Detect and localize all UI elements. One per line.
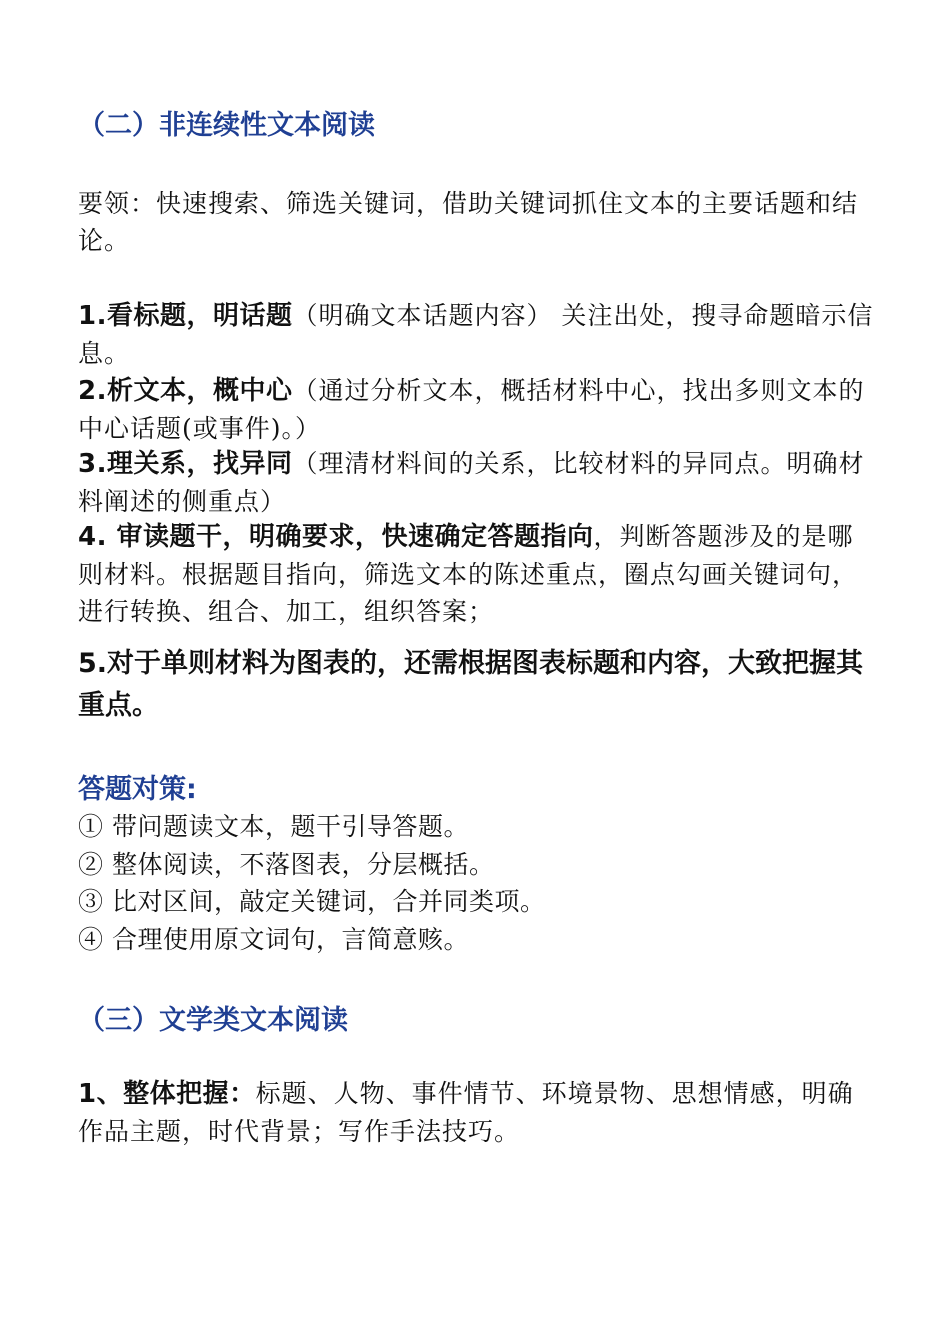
point-4-text: ，判断答题涉及的是哪则材料。根据题目指向，筛选文本的陈述重点，圈点勾画关键词句，进行转换、组合、加工，组织答案； xyxy=(78,522,859,626)
essentials-paragraph: 要领：快速搜索、筛选关键词，借助关键词抓住文本的主要话题和结论。 xyxy=(78,189,859,255)
point-3-text: （理清材料间的关系，比较材料的异同点。明确材料阐述的侧重点） xyxy=(78,449,865,516)
list-item: ④ 合理使用原文词句，言简意赅。 xyxy=(78,924,469,954)
point-1 xyxy=(78,297,878,372)
list-item: ① 带问题读文本，题干引导答题。 xyxy=(78,812,469,841)
section-2-title: （二）非连续性文本阅读 xyxy=(78,110,375,141)
point-1-text: （明确文本话题内容） 关注出处，搜寻命题暗示信息。 xyxy=(78,301,874,368)
section-3-title: （三）文学类文本阅读 xyxy=(78,1005,348,1036)
point-1-heading: 1.看标题，明话题 xyxy=(78,301,293,331)
section-3-point-1-text: 标题、人物、事件情节、环境景物、思想情感，明确作品主题，时代背景；写作手法技巧。 xyxy=(78,1079,854,1146)
section-3-point-1 xyxy=(78,1075,878,1150)
point-2-heading: 2.析文本，概中心 xyxy=(78,376,293,406)
strategy-list xyxy=(78,808,878,958)
point-4 xyxy=(78,518,878,630)
point-2-text: （通过分析文本，概括材料中心，找出多则文本的中心话题(或事件)。） xyxy=(78,376,865,443)
list-item: ③ 比对区间，敲定关键词，合并同类项。 xyxy=(78,887,546,916)
point-5: 5.对于单则材料为图表的，还需根据图表标题和内容，大致把握其重点。 xyxy=(78,648,864,721)
point-3 xyxy=(78,445,878,520)
point-3-heading: 3.理关系，找异同 xyxy=(78,449,293,479)
strategy-title: 答题对策: xyxy=(78,774,197,805)
list-item: ② 整体阅读，不落图表，分层概括。 xyxy=(78,849,495,879)
section-3-point-1-heading: 1、整体把握： xyxy=(78,1079,256,1109)
point-2 xyxy=(78,372,878,447)
point-4-heading: 4. 审读题干，明确要求，快速确定答题指向 xyxy=(78,522,594,552)
